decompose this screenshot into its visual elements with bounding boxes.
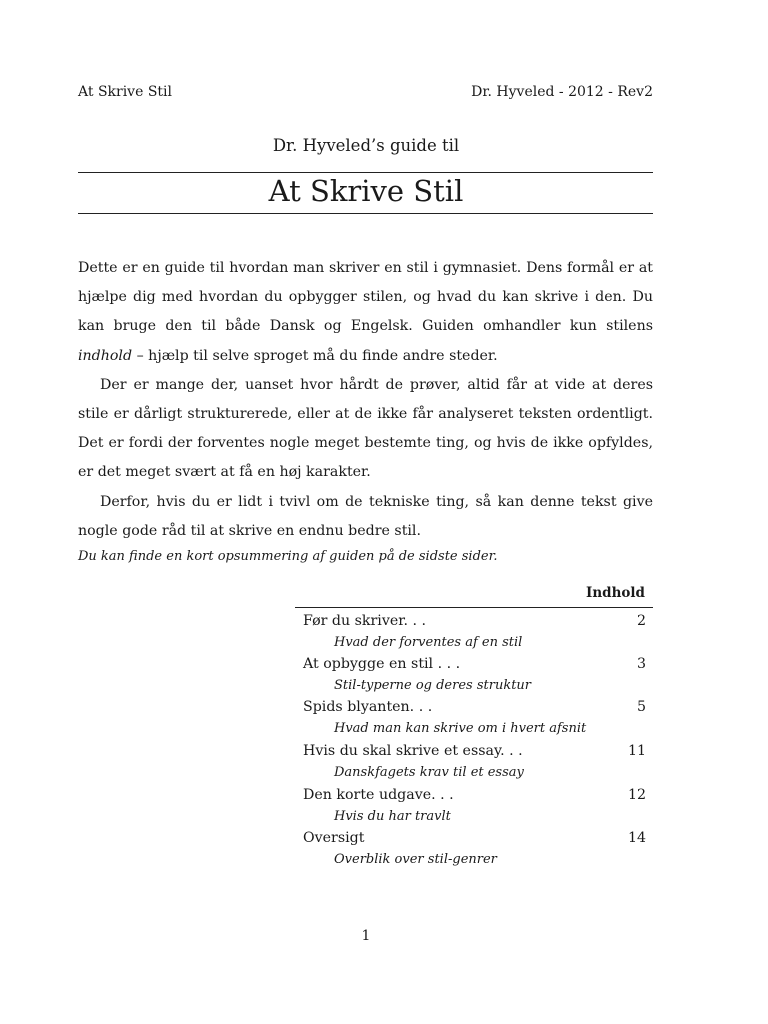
title-bottom-rule [78, 213, 653, 214]
toc-entry-subtitle: Hvad der forventes af en stil [334, 635, 523, 650]
toc-entry-page: 3 [636, 656, 646, 672]
toc-entry[interactable] [303, 741, 646, 783]
summary-note: Du kan finde en kort opsummering af guiden på de sidste sider. [78, 549, 498, 564]
toc-entry-page: 12 [627, 787, 646, 803]
toc-entry-page: 11 [627, 743, 646, 759]
title-top-rule [78, 172, 653, 173]
toc-rule [295, 607, 653, 608]
header-left-title: At Skrive Stil [78, 84, 173, 100]
toc-entry-subtitle: Danskfagets krav til et essay [334, 765, 524, 780]
toc-entry[interactable] [303, 828, 646, 870]
toc-entry[interactable] [303, 697, 646, 739]
toc-entry-subtitle: Hvis du har travlt [334, 809, 451, 824]
toc-entry-subtitle: Hvad man kan skrive om i hvert afsnit [334, 721, 587, 736]
intro-paragraph-3: Derfor, hvis du er lidt i tvivl om de tekniske ting, så kan denne tekst give nogle gode råd til at skrive en endnu bedre stil. [78, 493, 653, 539]
toc-entry-subtitle: Stil-typerne og deres struktur [334, 678, 532, 693]
toc-entry-title: At opbygge en stil . . . [303, 656, 461, 672]
header-right-meta: Dr. Hyveled - 2012 - Rev2 [471, 84, 653, 100]
toc-entry[interactable] [303, 654, 646, 696]
toc-entry[interactable] [303, 611, 646, 653]
intro-text [78, 254, 653, 546]
document-title: At Skrive Stil [268, 174, 464, 208]
toc-entry-page: 5 [636, 699, 646, 715]
toc-entry-subtitle: Overblik over stil-genrer [334, 852, 497, 867]
running-header [78, 84, 653, 100]
intro-paragraph-2: Der er mange der, uanset hvor hårdt de prøver, altid får at vide at deres stile er dårligt strukturerede, eller at de ikke får analyseret teksten ordentligt. Det er fordi der forventes nogle meget bestemte ting, og hvis de ikke opfyldes, er det meget svært at få en høj karakter. [78, 376, 653, 481]
emphasis-indhold: indhold [78, 347, 133, 364]
toc-entry-page: 14 [627, 830, 646, 846]
page-number: 1 [361, 928, 371, 944]
toc-entry[interactable] [303, 785, 646, 827]
toc-entry-title: Før du skriver. . . [303, 613, 427, 629]
toc-entry-title: Oversigt [303, 830, 365, 846]
toc-entry-title: Spids blyanten. . . [303, 699, 433, 715]
toc-heading: Indhold [586, 585, 645, 601]
toc-entry-page: 2 [636, 613, 646, 629]
guide-subtitle: Dr. Hyveled’s guide til [272, 136, 460, 155]
intro-paragraph-1: Dette er en guide til hvordan man skriver en stil i gymnasiet. Dens formål er at hjælpe dig med hvordan du opbygger stilen, og hvad du kan skrive i den. Du kan bruge den til både Dansk og Engelsk. Guiden omhandler kun stilens indhold – hjælp til selve sproget må du finde andre steder. [78, 260, 653, 364]
toc-entry-title: Hvis du skal skrive et essay. . . [303, 743, 523, 759]
toc-entry-title: Den korte udgave. . . [303, 787, 454, 803]
